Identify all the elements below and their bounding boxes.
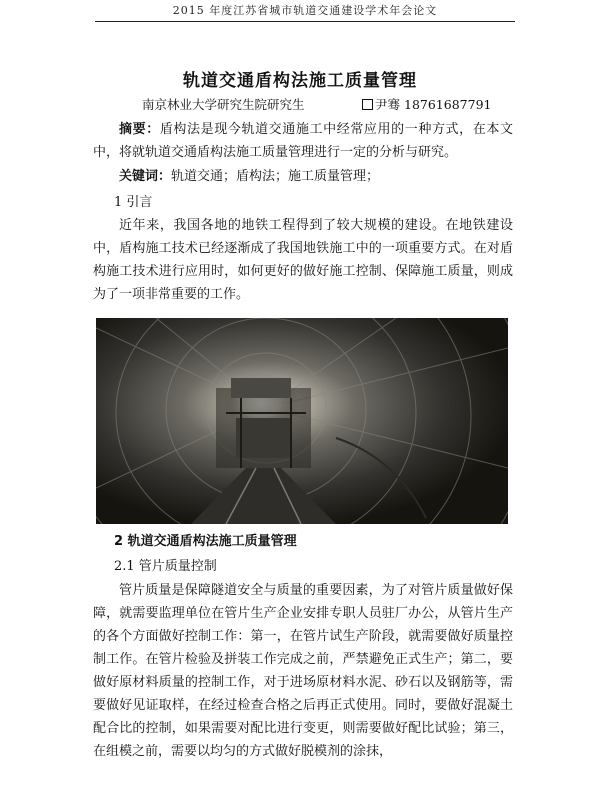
tunnel-photo [96, 318, 508, 524]
section-2-paragraph: 管片质量是保障隧道安全与质量的重要因素，为了对管片质量做好保障，就需要监理单位在管片生产企业安排专职人员驻厂办公，从管片生产的各个方面做好控制工作：第一，在管片试生产阶段，就需要做好质量控制工作。在管片检验及拼装工作完成之前，严禁避免正式生产；第二，要做好原材料质量的控制工作，对于进场原材料水泥、砂石以及钢筋等，需要做好见证取样，在经过检查合格之后再正式使用。同时，要做好混凝土配合比的控制，如果需要对配比进行变更，则需要做好配比试验；第三，在组模之前，需要以均匀的方式做好脱模剂的涂抹， [93, 583, 513, 759]
running-head: 2015 年度江苏省城市轨道交通建设学术年会论文 [95, 2, 515, 22]
keywords-text: 轨道交通；盾构法；施工质量管理； [171, 169, 380, 184]
paper-title: 轨道交通盾构法施工质量管理 [183, 71, 417, 91]
section-2-1-heading: 2.1 管片质量控制 [114, 559, 217, 574]
keywords-label: 关键词： [119, 169, 172, 184]
section-2-heading: 2 轨道交通盾构法施工质量管理 [114, 534, 297, 549]
tunnel-photo-image [96, 318, 508, 524]
section-1-paragraph: 近年来，我国各地的地铁工程得到了较大规模的建设。在地铁建设中，盾构施工技术已经逐渐成了我国地铁施工中的一项重要方式。在对盾构施工技术进行应用时，如何更好的做好施工控制、保障施工质量，则成为了一项非常重要的工作。 [93, 218, 513, 302]
author-name: 尹骞 [375, 97, 401, 112]
author-phone: 18761687791 [404, 97, 492, 112]
author-affiliation: 南京林业大学研究生院研究生 [142, 97, 305, 112]
checkbox-icon [362, 99, 373, 110]
author-line [142, 95, 491, 113]
keywords [93, 165, 513, 188]
section-1-heading: 1 引言 [114, 195, 153, 210]
abstract [93, 118, 513, 164]
abstract-text: 盾构法是现今轨道交通施工中经常应用的一种方式，在本文中，将就轨道交通盾构法施工质量管理进行一定的分析与研究。 [93, 122, 513, 160]
abstract-label: 摘要： [119, 122, 160, 137]
